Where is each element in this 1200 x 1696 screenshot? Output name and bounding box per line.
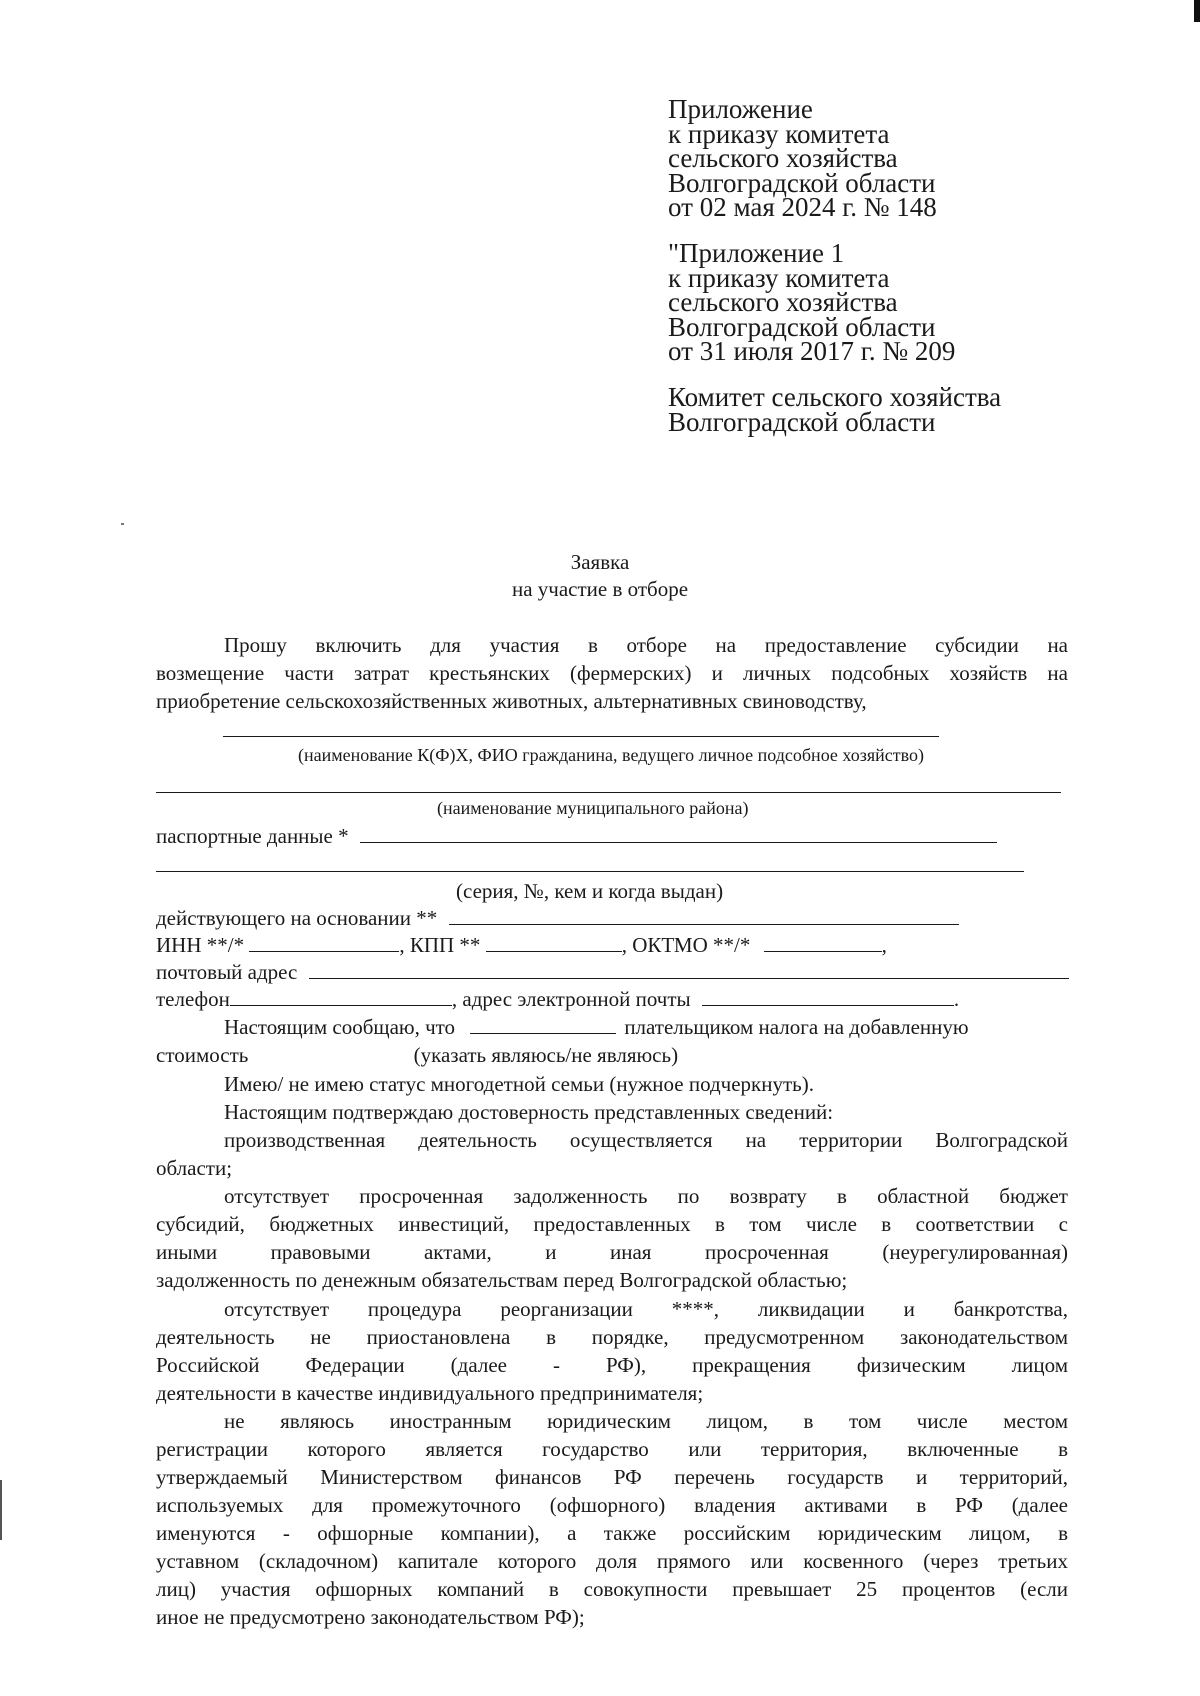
statement-line: именуются - офшорные компании), а также российским юридическим лицом, в bbox=[156, 1521, 1068, 1545]
scan-corner-mark bbox=[1194, 0, 1200, 22]
statement-line: отсутствует процедура реорганизации ****, ликвидации и банкротства, bbox=[224, 1297, 1068, 1321]
vat-row bbox=[156, 1013, 1068, 1041]
document-title: Заявка bbox=[570, 550, 630, 574]
kpp-field[interactable] bbox=[486, 931, 622, 952]
kpp-label: , КПП ** bbox=[399, 933, 481, 957]
statement-line: иными правовыми актами, и иная просроченная (неурегулированная) bbox=[156, 1240, 1068, 1264]
addressee-block bbox=[668, 382, 1002, 437]
phone-label: телефон bbox=[156, 987, 230, 1011]
email-label: , адрес электронной почты bbox=[451, 987, 691, 1011]
vat-row-2 bbox=[156, 1041, 1068, 1069]
scan-edge-mark bbox=[0, 1480, 2, 1540]
vat-cont: стоимость bbox=[156, 1043, 249, 1067]
statement-line: лиц) участия офшорных компаний в совокупности превышает 25 процентов (если bbox=[156, 1577, 1068, 1601]
kfh-name-caption: (наименование К(Ф)Х, ФИО гражданина, ведущего личное подсобное хозяйство) bbox=[298, 745, 924, 765]
statement-line: утверждаемый Министерством финансов РФ перечень государств и территорий, bbox=[156, 1465, 1068, 1489]
statement-p2 bbox=[156, 1182, 1068, 1294]
header-line: Комитет сельского хозяйства bbox=[668, 382, 1002, 412]
statement-line: используемых для промежуточного (офшорного) владения активами в РФ (далее bbox=[156, 1493, 1068, 1517]
appendix-header-2024 bbox=[668, 94, 937, 222]
header-line: Волгоградской области bbox=[668, 167, 936, 198]
intro-paragraph bbox=[156, 631, 1068, 715]
vat-end: плательщиком налога на добавленную bbox=[624, 1015, 969, 1039]
header-line: к приказу комитета bbox=[668, 118, 890, 149]
intro-line: возмещение части затрат крестьянских (фермерских) и личных подсобных хозяйств на bbox=[156, 661, 1068, 685]
scan-speck bbox=[121, 523, 124, 525]
basis-field[interactable] bbox=[449, 904, 959, 925]
inn-field[interactable] bbox=[249, 931, 399, 952]
basis-label: действующего на основании ** bbox=[156, 906, 438, 930]
postal-row bbox=[156, 958, 1068, 986]
passport-label: паспортные данные * bbox=[156, 824, 349, 848]
dot: . bbox=[953, 987, 960, 1011]
oktmo-label: , ОКТМО **/* bbox=[621, 933, 751, 957]
header-line: Приложение bbox=[668, 94, 813, 124]
appendix-header-2017 bbox=[668, 238, 956, 366]
vat-hint: (указать являюсь/не являюсь) bbox=[413, 1043, 679, 1067]
confirm-line: Настоящим подтверждаю достоверность представленных сведений: bbox=[224, 1100, 834, 1124]
statement-line: области; bbox=[156, 1156, 233, 1180]
statement-p3 bbox=[156, 1295, 1068, 1407]
postal-address-field[interactable] bbox=[309, 958, 1069, 979]
header-line: Волгоградской области bbox=[668, 406, 936, 437]
statement-line: иное не предусмотрено законодательством РФ); bbox=[156, 1605, 585, 1629]
header-line: от 02 мая 2024 г. № 148 bbox=[668, 192, 937, 222]
phone-email-row bbox=[156, 985, 1068, 1013]
statement-line: субсидий, бюджетных инвестиций, предоставленных в том числе в соответствии с bbox=[156, 1212, 1068, 1236]
statement-line: уставном (складочном) капитале которого доля прямого или косвенного (через третьих bbox=[156, 1549, 1068, 1573]
district-caption: (наименование муниципального района) bbox=[437, 798, 749, 818]
statement-line: производственная деятельность осуществляется на территории Волгоградской bbox=[224, 1128, 1068, 1152]
passport-row bbox=[156, 822, 1068, 850]
header-line: сельского хозяйства bbox=[668, 287, 898, 317]
statement-line: Российской Федерации (далее - РФ), прекращения физическим лицом bbox=[156, 1353, 1068, 1377]
basis-row bbox=[156, 904, 1068, 932]
vat-start: Настоящим сообщаю, что bbox=[224, 1015, 456, 1039]
statement-line: деятельности в качестве индивидуального предпринимателя; bbox=[156, 1381, 704, 1405]
passport-field[interactable] bbox=[360, 822, 997, 843]
header-line: Волгоградской области bbox=[668, 311, 936, 342]
inn-kpp-oktmo-row bbox=[156, 931, 1068, 959]
comma: , bbox=[881, 933, 887, 957]
vat-status-field[interactable] bbox=[470, 1013, 616, 1034]
large-family-line: Имею/ не имею статус многодетной семьи (нужное подчеркнуть). bbox=[224, 1072, 814, 1096]
email-field[interactable] bbox=[702, 985, 954, 1006]
phone-field[interactable] bbox=[230, 985, 452, 1006]
district-field[interactable] bbox=[156, 792, 1061, 793]
header-line: "Приложение 1 bbox=[668, 238, 845, 268]
passport-field-line2[interactable] bbox=[156, 871, 1024, 872]
document-subtitle: на участие в отборе bbox=[511, 577, 689, 601]
intro-line: приобретение сельскохозяйственных животных, альтернативных свиноводству, bbox=[156, 689, 867, 713]
statement-line: задолженность по денежным обязательствам перед Волгоградской областью; bbox=[156, 1268, 848, 1292]
oktmo-field[interactable] bbox=[764, 931, 882, 952]
intro-line: Прошу включить для участия в отборе на предоставление субсидии на bbox=[224, 633, 1068, 657]
statement-line: не являюсь иностранным юридическим лицом, в том числе местом bbox=[224, 1409, 1068, 1433]
kfh-name-field[interactable] bbox=[223, 736, 939, 737]
header-line: к приказу комитета bbox=[668, 262, 890, 293]
statement-line: деятельность не приостановлена в порядке, предусмотренном законодательством bbox=[156, 1325, 1068, 1349]
statement-line: отсутствует просроченная задолженность по возврату в областной бюджет bbox=[224, 1184, 1068, 1208]
passport-caption: (серия, №, кем и когда выдан) bbox=[456, 879, 724, 903]
header-line: от 31 июля 2017 г. № 209 bbox=[668, 336, 956, 366]
statements bbox=[156, 1070, 1068, 1182]
statement-p4 bbox=[156, 1407, 1068, 1631]
postal-label: почтовый адрес bbox=[156, 960, 298, 984]
inn-label: ИНН **/* bbox=[156, 933, 245, 957]
header-line: сельского хозяйства bbox=[668, 143, 898, 173]
statement-line: регистрации которого является государство или территория, включенные в bbox=[156, 1437, 1068, 1461]
